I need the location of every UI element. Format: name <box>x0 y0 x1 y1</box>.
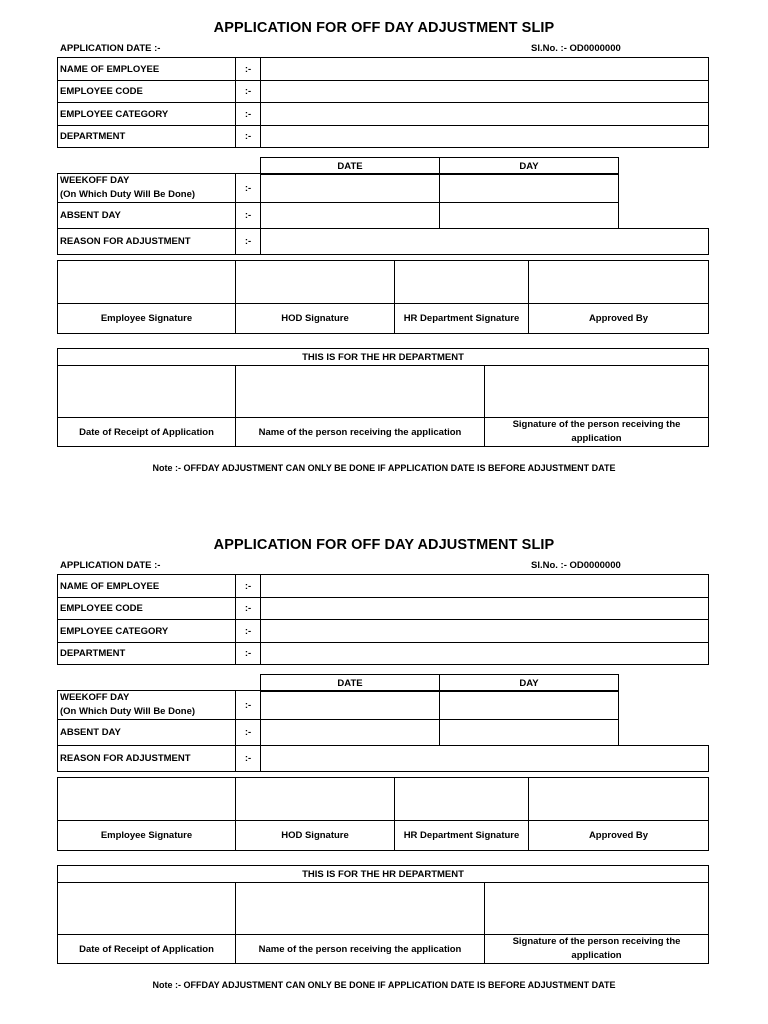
separator: :- <box>236 720 261 746</box>
department-field[interactable] <box>261 643 709 665</box>
hr-department-table <box>57 865 709 964</box>
hr-department-header: THIS IS FOR THE HR DEPARTMENT <box>58 349 709 366</box>
name-of-employee-label: NAME OF EMPLOYEE <box>58 575 236 598</box>
adjustment-note: Note :- OFFDAY ADJUSTMENT CAN ONLY BE DONE IF APPLICATION DATE IS BEFORE ADJUSTMENT DATE <box>152 463 616 473</box>
reason-field[interactable] <box>261 746 709 772</box>
date-of-receipt-caption: Date of Receipt of Application <box>58 418 236 447</box>
weekoff-day-label-line1: WEEKOFF DAY <box>60 175 130 186</box>
separator: :- <box>236 81 261 103</box>
receiver-signature-caption: Signature of the person receiving the application <box>485 935 709 964</box>
employee-code-field[interactable] <box>261 81 709 103</box>
approved-by-box[interactable] <box>529 261 709 304</box>
hod-signature-caption: HOD Signature <box>236 821 395 851</box>
name-of-employee-label: NAME OF EMPLOYEE <box>58 58 236 81</box>
employee-signature-box[interactable] <box>58 778 236 821</box>
separator: :- <box>236 746 261 772</box>
employee-signature-caption: Employee Signature <box>58 821 236 851</box>
slip-upper <box>0 0 768 500</box>
employee-info-table <box>57 574 709 665</box>
absent-day-field[interactable] <box>440 203 619 229</box>
reason-table <box>57 745 709 772</box>
slip-title: APPLICATION FOR OFF DAY ADJUSTMENT SLIP <box>213 537 555 553</box>
employee-category-label: EMPLOYEE CATEGORY <box>58 103 236 126</box>
day-header: DAY <box>440 675 619 692</box>
employee-info-table <box>57 57 709 148</box>
employee-code-label: EMPLOYEE CODE <box>58 598 236 620</box>
hr-signature-caption: HR Department Signature <box>395 821 529 851</box>
receiver-name-box[interactable] <box>236 366 485 418</box>
slip-lower <box>0 517 768 1017</box>
weekoff-day-label <box>58 174 236 203</box>
weekoff-day-label <box>58 691 236 720</box>
employee-code-label: EMPLOYEE CODE <box>58 81 236 103</box>
department-label: DEPARTMENT <box>58 643 236 665</box>
absent-date-field[interactable] <box>261 720 440 746</box>
hod-signature-caption: HOD Signature <box>236 304 395 334</box>
absent-day-field[interactable] <box>440 720 619 746</box>
separator: :- <box>236 174 261 203</box>
signature-table <box>57 260 709 334</box>
weekoff-day-label-line1: WEEKOFF DAY <box>60 692 130 703</box>
hod-signature-box[interactable] <box>236 778 395 821</box>
separator: :- <box>236 598 261 620</box>
separator: :- <box>236 575 261 598</box>
date-of-receipt-box[interactable] <box>58 883 236 935</box>
separator: :- <box>236 229 261 255</box>
hr-signature-box[interactable] <box>395 261 529 304</box>
date-header: DATE <box>261 675 440 692</box>
approved-by-caption: Approved By <box>529 821 709 851</box>
hr-department-table <box>57 348 709 447</box>
reason-field[interactable] <box>261 229 709 255</box>
department-field[interactable] <box>261 126 709 148</box>
employee-category-field[interactable] <box>261 620 709 643</box>
absent-date-field[interactable] <box>261 203 440 229</box>
separator: :- <box>236 58 261 81</box>
weekoff-absent-table <box>57 690 619 746</box>
name-of-employee-field[interactable] <box>261 58 709 81</box>
weekoff-day-field[interactable] <box>440 174 619 203</box>
weekoff-date-field[interactable] <box>261 174 440 203</box>
separator: :- <box>236 620 261 643</box>
employee-signature-caption: Employee Signature <box>58 304 236 334</box>
receiver-signature-box[interactable] <box>485 366 709 418</box>
absent-day-label: ABSENT DAY <box>58 203 236 229</box>
weekoff-day-label-line2: (On Which Duty Will Be Done) <box>60 189 196 200</box>
separator: :- <box>236 103 261 126</box>
reason-label: REASON FOR ADJUSTMENT <box>58 746 236 772</box>
receiver-signature-box[interactable] <box>485 883 709 935</box>
weekoff-day-label-line2: (On Which Duty Will Be Done) <box>60 706 196 717</box>
serial-number-label: Sl.No. :- OD0000000 <box>531 43 621 54</box>
application-date-label: APPLICATION DATE :- <box>60 43 161 54</box>
receiver-name-box[interactable] <box>236 883 485 935</box>
separator: :- <box>236 203 261 229</box>
signature-table <box>57 777 709 851</box>
separator: :- <box>236 643 261 665</box>
reason-label: REASON FOR ADJUSTMENT <box>58 229 236 255</box>
date-of-receipt-caption: Date of Receipt of Application <box>58 935 236 964</box>
separator: :- <box>236 691 261 720</box>
department-label: DEPARTMENT <box>58 126 236 148</box>
hr-signature-box[interactable] <box>395 778 529 821</box>
hod-signature-box[interactable] <box>236 261 395 304</box>
name-of-employee-field[interactable] <box>261 575 709 598</box>
weekoff-absent-table <box>57 173 619 229</box>
date-of-receipt-box[interactable] <box>58 366 236 418</box>
day-header: DAY <box>440 158 619 175</box>
employee-category-label: EMPLOYEE CATEGORY <box>58 620 236 643</box>
employee-category-field[interactable] <box>261 103 709 126</box>
application-date-label: APPLICATION DATE :- <box>60 560 161 571</box>
absent-day-label: ABSENT DAY <box>58 720 236 746</box>
approved-by-caption: Approved By <box>529 304 709 334</box>
weekoff-day-field[interactable] <box>440 691 619 720</box>
hr-department-header: THIS IS FOR THE HR DEPARTMENT <box>58 866 709 883</box>
employee-signature-box[interactable] <box>58 261 236 304</box>
receiver-name-caption: Name of the person receiving the application <box>236 935 485 964</box>
date-header: DATE <box>261 158 440 175</box>
slip-title: APPLICATION FOR OFF DAY ADJUSTMENT SLIP <box>213 20 555 36</box>
hr-signature-caption: HR Department Signature <box>395 304 529 334</box>
approved-by-box[interactable] <box>529 778 709 821</box>
receiver-name-caption: Name of the person receiving the application <box>236 418 485 447</box>
receiver-signature-caption: Signature of the person receiving the application <box>485 418 709 447</box>
employee-code-field[interactable] <box>261 598 709 620</box>
adjustment-note: Note :- OFFDAY ADJUSTMENT CAN ONLY BE DONE IF APPLICATION DATE IS BEFORE ADJUSTMENT DATE <box>152 980 616 990</box>
reason-table <box>57 228 709 255</box>
separator: :- <box>236 126 261 148</box>
weekoff-date-field[interactable] <box>261 691 440 720</box>
serial-number-label: Sl.No. :- OD0000000 <box>531 560 621 571</box>
